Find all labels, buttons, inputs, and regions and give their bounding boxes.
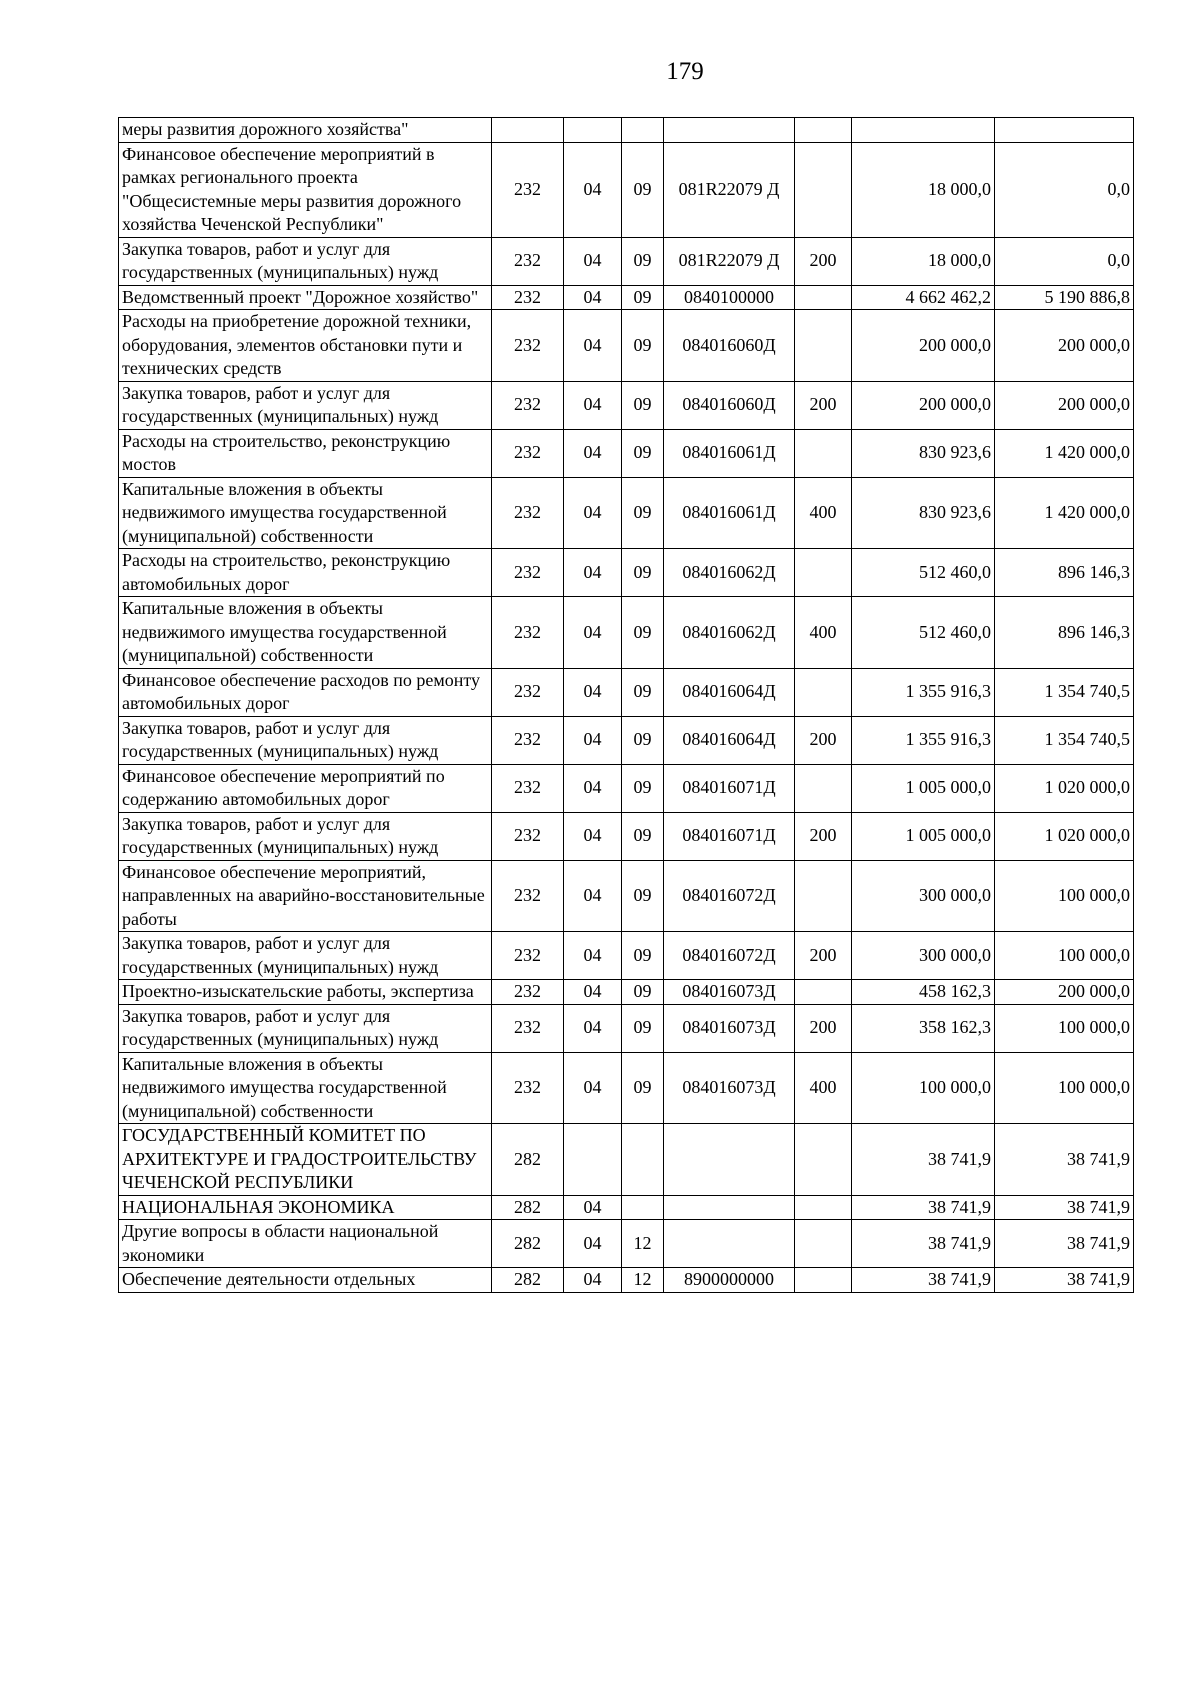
budget-table — [118, 117, 1134, 1293]
vr-cell — [795, 285, 852, 310]
vr-cell — [795, 1268, 852, 1293]
name-cell: Обеспечение деятельности отдельных — [119, 1268, 492, 1293]
pr-cell: 09 — [622, 237, 664, 285]
pr-cell: 12 — [622, 1220, 664, 1268]
rz-cell: 04 — [564, 381, 622, 429]
ved-cell: 232 — [492, 310, 564, 382]
pr-cell: 09 — [622, 980, 664, 1005]
pr-cell: 09 — [622, 381, 664, 429]
sum-2026-cell: 38 741,9 — [995, 1268, 1134, 1293]
ved-cell: 232 — [492, 764, 564, 812]
ved-cell: 232 — [492, 142, 564, 237]
rz-cell: 04 — [564, 716, 622, 764]
csr-cell: 8900000000 — [664, 1268, 795, 1293]
ved-cell: 232 — [492, 860, 564, 932]
sum-2025-cell: 100 000,0 — [852, 1052, 995, 1124]
pr-cell: 09 — [622, 1004, 664, 1052]
csr-cell: 084016060Д — [664, 381, 795, 429]
sum-2025-cell — [852, 118, 995, 143]
vr-cell: 400 — [795, 1052, 852, 1124]
pr-cell — [622, 1195, 664, 1220]
rz-cell: 04 — [564, 668, 622, 716]
sum-2026-cell: 5 190 886,8 — [995, 285, 1134, 310]
name-cell: Финансовое обеспечение мероприятий в рамках регионального проекта "Общесистемные меры развития дорожного хозяйства Чеченской Республики" — [119, 142, 492, 237]
csr-cell: 084016061Д — [664, 477, 795, 549]
ved-cell: 282 — [492, 1220, 564, 1268]
name-cell: Ведомственный проект "Дорожное хозяйство" — [119, 285, 492, 310]
sum-2025-cell: 830 923,6 — [852, 429, 995, 477]
ved-cell: 232 — [492, 381, 564, 429]
sum-2025-cell: 1 005 000,0 — [852, 764, 995, 812]
sum-2026-cell — [995, 118, 1134, 143]
sum-2026-cell: 100 000,0 — [995, 1004, 1134, 1052]
vr-cell — [795, 429, 852, 477]
csr-cell: 084016061Д — [664, 429, 795, 477]
pr-cell: 09 — [622, 477, 664, 549]
name-cell: меры развития дорожного хозяйства" — [119, 118, 492, 143]
sum-2025-cell: 830 923,6 — [852, 477, 995, 549]
sum-2025-cell: 1 355 916,3 — [852, 716, 995, 764]
pr-cell: 09 — [622, 812, 664, 860]
table-row — [119, 381, 1134, 429]
table-row — [119, 310, 1134, 382]
vr-cell: 200 — [795, 381, 852, 429]
table-row — [119, 716, 1134, 764]
csr-cell: 084016072Д — [664, 860, 795, 932]
table-row — [119, 429, 1134, 477]
rz-cell: 04 — [564, 310, 622, 382]
table-row — [119, 668, 1134, 716]
sum-2026-cell: 1 354 740,5 — [995, 716, 1134, 764]
pr-cell: 09 — [622, 429, 664, 477]
csr-cell: 084016073Д — [664, 1004, 795, 1052]
sum-2025-cell: 1 355 916,3 — [852, 668, 995, 716]
name-cell: Капитальные вложения в объекты недвижимого имущества государственной (муниципальной) собственности — [119, 477, 492, 549]
name-cell: Другие вопросы в области национальной экономики — [119, 1220, 492, 1268]
rz-cell: 04 — [564, 812, 622, 860]
ved-cell: 232 — [492, 549, 564, 597]
ved-cell: 282 — [492, 1124, 564, 1196]
name-cell: Закупка товаров, работ и услуг для государственных (муниципальных) нужд — [119, 381, 492, 429]
vr-cell — [795, 549, 852, 597]
csr-cell: 084016072Д — [664, 932, 795, 980]
sum-2026-cell: 100 000,0 — [995, 932, 1134, 980]
sum-2026-cell: 200 000,0 — [995, 980, 1134, 1005]
csr-cell: 084016073Д — [664, 1052, 795, 1124]
name-cell: Закупка товаров, работ и услуг для государственных (муниципальных) нужд — [119, 932, 492, 980]
rz-cell: 04 — [564, 1052, 622, 1124]
rz-cell: 04 — [564, 932, 622, 980]
csr-cell: 084016062Д — [664, 597, 795, 669]
table-row — [119, 237, 1134, 285]
ved-cell: 232 — [492, 812, 564, 860]
sum-2026-cell: 896 146,3 — [995, 549, 1134, 597]
pr-cell — [622, 118, 664, 143]
pr-cell: 09 — [622, 597, 664, 669]
table-row — [119, 118, 1134, 143]
name-cell: Расходы на строительство, реконструкцию автомобильных дорог — [119, 549, 492, 597]
table-row — [119, 285, 1134, 310]
csr-cell — [664, 1195, 795, 1220]
rz-cell: 04 — [564, 860, 622, 932]
ved-cell: 282 — [492, 1195, 564, 1220]
csr-cell — [664, 118, 795, 143]
sum-2026-cell: 0,0 — [995, 142, 1134, 237]
rz-cell: 04 — [564, 142, 622, 237]
pr-cell: 09 — [622, 142, 664, 237]
sum-2026-cell: 100 000,0 — [995, 1052, 1134, 1124]
table-row — [119, 1124, 1134, 1196]
rz-cell: 04 — [564, 285, 622, 310]
rz-cell: 04 — [564, 477, 622, 549]
table-row — [119, 1268, 1134, 1293]
name-cell: Финансовое обеспечение мероприятий, направленных на аварийно-восстановительные работы — [119, 860, 492, 932]
pr-cell: 09 — [622, 716, 664, 764]
sum-2026-cell: 1 020 000,0 — [995, 812, 1134, 860]
sum-2025-cell: 1 005 000,0 — [852, 812, 995, 860]
sum-2025-cell: 512 460,0 — [852, 549, 995, 597]
csr-cell: 084016062Д — [664, 549, 795, 597]
pr-cell: 09 — [622, 932, 664, 980]
name-cell: Закупка товаров, работ и услуг для государственных (муниципальных) нужд — [119, 237, 492, 285]
rz-cell — [564, 1124, 622, 1196]
vr-cell: 200 — [795, 237, 852, 285]
csr-cell: 0840100000 — [664, 285, 795, 310]
sum-2026-cell: 38 741,9 — [995, 1195, 1134, 1220]
name-cell: Закупка товаров, работ и услуг для государственных (муниципальных) нужд — [119, 716, 492, 764]
name-cell: ГОСУДАРСТВЕННЫЙ КОМИТЕТ ПО АРХИТЕКТУРЕ И ГРАДОСТРОИТЕЛЬСТВУ ЧЕЧЕНСКОЙ РЕСПУБЛИКИ — [119, 1124, 492, 1196]
name-cell: Капитальные вложения в объекты недвижимого имущества государственной (муниципальной) собственности — [119, 1052, 492, 1124]
pr-cell: 09 — [622, 668, 664, 716]
rz-cell: 04 — [564, 764, 622, 812]
vr-cell: 200 — [795, 1004, 852, 1052]
sum-2025-cell: 18 000,0 — [852, 237, 995, 285]
pr-cell: 09 — [622, 310, 664, 382]
table-row — [119, 932, 1134, 980]
csr-cell: 084016060Д — [664, 310, 795, 382]
page-number: 179 — [666, 58, 704, 85]
csr-cell: 084016064Д — [664, 668, 795, 716]
ved-cell: 232 — [492, 477, 564, 549]
sum-2025-cell: 300 000,0 — [852, 860, 995, 932]
sum-2025-cell: 200 000,0 — [852, 310, 995, 382]
ved-cell: 232 — [492, 1052, 564, 1124]
rz-cell: 04 — [564, 1004, 622, 1052]
table-row — [119, 597, 1134, 669]
vr-cell — [795, 118, 852, 143]
rz-cell: 04 — [564, 549, 622, 597]
pr-cell: 12 — [622, 1268, 664, 1293]
table-row — [119, 1220, 1134, 1268]
csr-cell: 081R22079 Д — [664, 142, 795, 237]
name-cell: Капитальные вложения в объекты недвижимого имущества государственной (муниципальной) собственности — [119, 597, 492, 669]
sum-2026-cell: 896 146,3 — [995, 597, 1134, 669]
sum-2025-cell: 358 162,3 — [852, 1004, 995, 1052]
ved-cell: 232 — [492, 716, 564, 764]
rz-cell: 04 — [564, 237, 622, 285]
sum-2025-cell: 38 741,9 — [852, 1195, 995, 1220]
vr-cell — [795, 764, 852, 812]
sum-2026-cell: 1 020 000,0 — [995, 764, 1134, 812]
ved-cell — [492, 118, 564, 143]
vr-cell — [795, 1220, 852, 1268]
vr-cell — [795, 310, 852, 382]
sum-2026-cell: 200 000,0 — [995, 310, 1134, 382]
name-cell: НАЦИОНАЛЬНАЯ ЭКОНОМИКА — [119, 1195, 492, 1220]
table-row — [119, 1195, 1134, 1220]
sum-2026-cell: 1 420 000,0 — [995, 477, 1134, 549]
vr-cell: 200 — [795, 812, 852, 860]
sum-2025-cell: 300 000,0 — [852, 932, 995, 980]
ved-cell: 232 — [492, 668, 564, 716]
sum-2025-cell: 458 162,3 — [852, 980, 995, 1005]
ved-cell: 282 — [492, 1268, 564, 1293]
budget-table-body — [119, 118, 1134, 1293]
csr-cell — [664, 1124, 795, 1196]
csr-cell — [664, 1220, 795, 1268]
table-row — [119, 860, 1134, 932]
csr-cell: 084016071Д — [664, 764, 795, 812]
vr-cell: 200 — [795, 716, 852, 764]
name-cell: Расходы на приобретение дорожной техники, оборудования, элементов обстановки пути и технических средств — [119, 310, 492, 382]
table-row — [119, 1004, 1134, 1052]
table-row — [119, 142, 1134, 237]
csr-cell: 081R22079 Д — [664, 237, 795, 285]
sum-2026-cell: 200 000,0 — [995, 381, 1134, 429]
table-row — [119, 1052, 1134, 1124]
rz-cell: 04 — [564, 1195, 622, 1220]
sum-2025-cell: 200 000,0 — [852, 381, 995, 429]
vr-cell — [795, 980, 852, 1005]
ved-cell: 232 — [492, 285, 564, 310]
sum-2025-cell: 4 662 462,2 — [852, 285, 995, 310]
rz-cell: 04 — [564, 429, 622, 477]
csr-cell: 084016064Д — [664, 716, 795, 764]
ved-cell: 232 — [492, 980, 564, 1005]
vr-cell — [795, 668, 852, 716]
sum-2026-cell: 0,0 — [995, 237, 1134, 285]
name-cell: Финансовое обеспечение расходов по ремонту автомобильных дорог — [119, 668, 492, 716]
rz-cell — [564, 118, 622, 143]
csr-cell: 084016073Д — [664, 980, 795, 1005]
ved-cell: 232 — [492, 237, 564, 285]
rz-cell: 04 — [564, 1220, 622, 1268]
vr-cell: 400 — [795, 477, 852, 549]
vr-cell: 200 — [795, 932, 852, 980]
pr-cell: 09 — [622, 285, 664, 310]
name-cell: Финансовое обеспечение мероприятий по содержанию автомобильных дорог — [119, 764, 492, 812]
pr-cell — [622, 1124, 664, 1196]
sum-2026-cell: 1 354 740,5 — [995, 668, 1134, 716]
pr-cell: 09 — [622, 1052, 664, 1124]
csr-cell: 084016071Д — [664, 812, 795, 860]
ved-cell: 232 — [492, 932, 564, 980]
sum-2025-cell: 38 741,9 — [852, 1124, 995, 1196]
sum-2026-cell: 38 741,9 — [995, 1124, 1134, 1196]
ved-cell: 232 — [492, 597, 564, 669]
rz-cell: 04 — [564, 597, 622, 669]
vr-cell — [795, 142, 852, 237]
sum-2026-cell: 38 741,9 — [995, 1220, 1134, 1268]
vr-cell: 400 — [795, 597, 852, 669]
table-row — [119, 549, 1134, 597]
vr-cell — [795, 1124, 852, 1196]
name-cell: Расходы на строительство, реконструкцию мостов — [119, 429, 492, 477]
sum-2025-cell: 512 460,0 — [852, 597, 995, 669]
table-row — [119, 980, 1134, 1005]
sum-2026-cell: 100 000,0 — [995, 860, 1134, 932]
table-row — [119, 764, 1134, 812]
pr-cell: 09 — [622, 764, 664, 812]
pr-cell: 09 — [622, 860, 664, 932]
sum-2025-cell: 18 000,0 — [852, 142, 995, 237]
sum-2025-cell: 38 741,9 — [852, 1220, 995, 1268]
table-row — [119, 477, 1134, 549]
sum-2025-cell: 38 741,9 — [852, 1268, 995, 1293]
name-cell: Проектно-изыскательские работы, экспертиза — [119, 980, 492, 1005]
vr-cell — [795, 860, 852, 932]
sum-2026-cell: 1 420 000,0 — [995, 429, 1134, 477]
name-cell: Закупка товаров, работ и услуг для государственных (муниципальных) нужд — [119, 1004, 492, 1052]
pr-cell: 09 — [622, 549, 664, 597]
rz-cell: 04 — [564, 980, 622, 1005]
ved-cell: 232 — [492, 1004, 564, 1052]
rz-cell: 04 — [564, 1268, 622, 1293]
vr-cell — [795, 1195, 852, 1220]
table-row — [119, 812, 1134, 860]
name-cell: Закупка товаров, работ и услуг для государственных (муниципальных) нужд — [119, 812, 492, 860]
ved-cell: 232 — [492, 429, 564, 477]
